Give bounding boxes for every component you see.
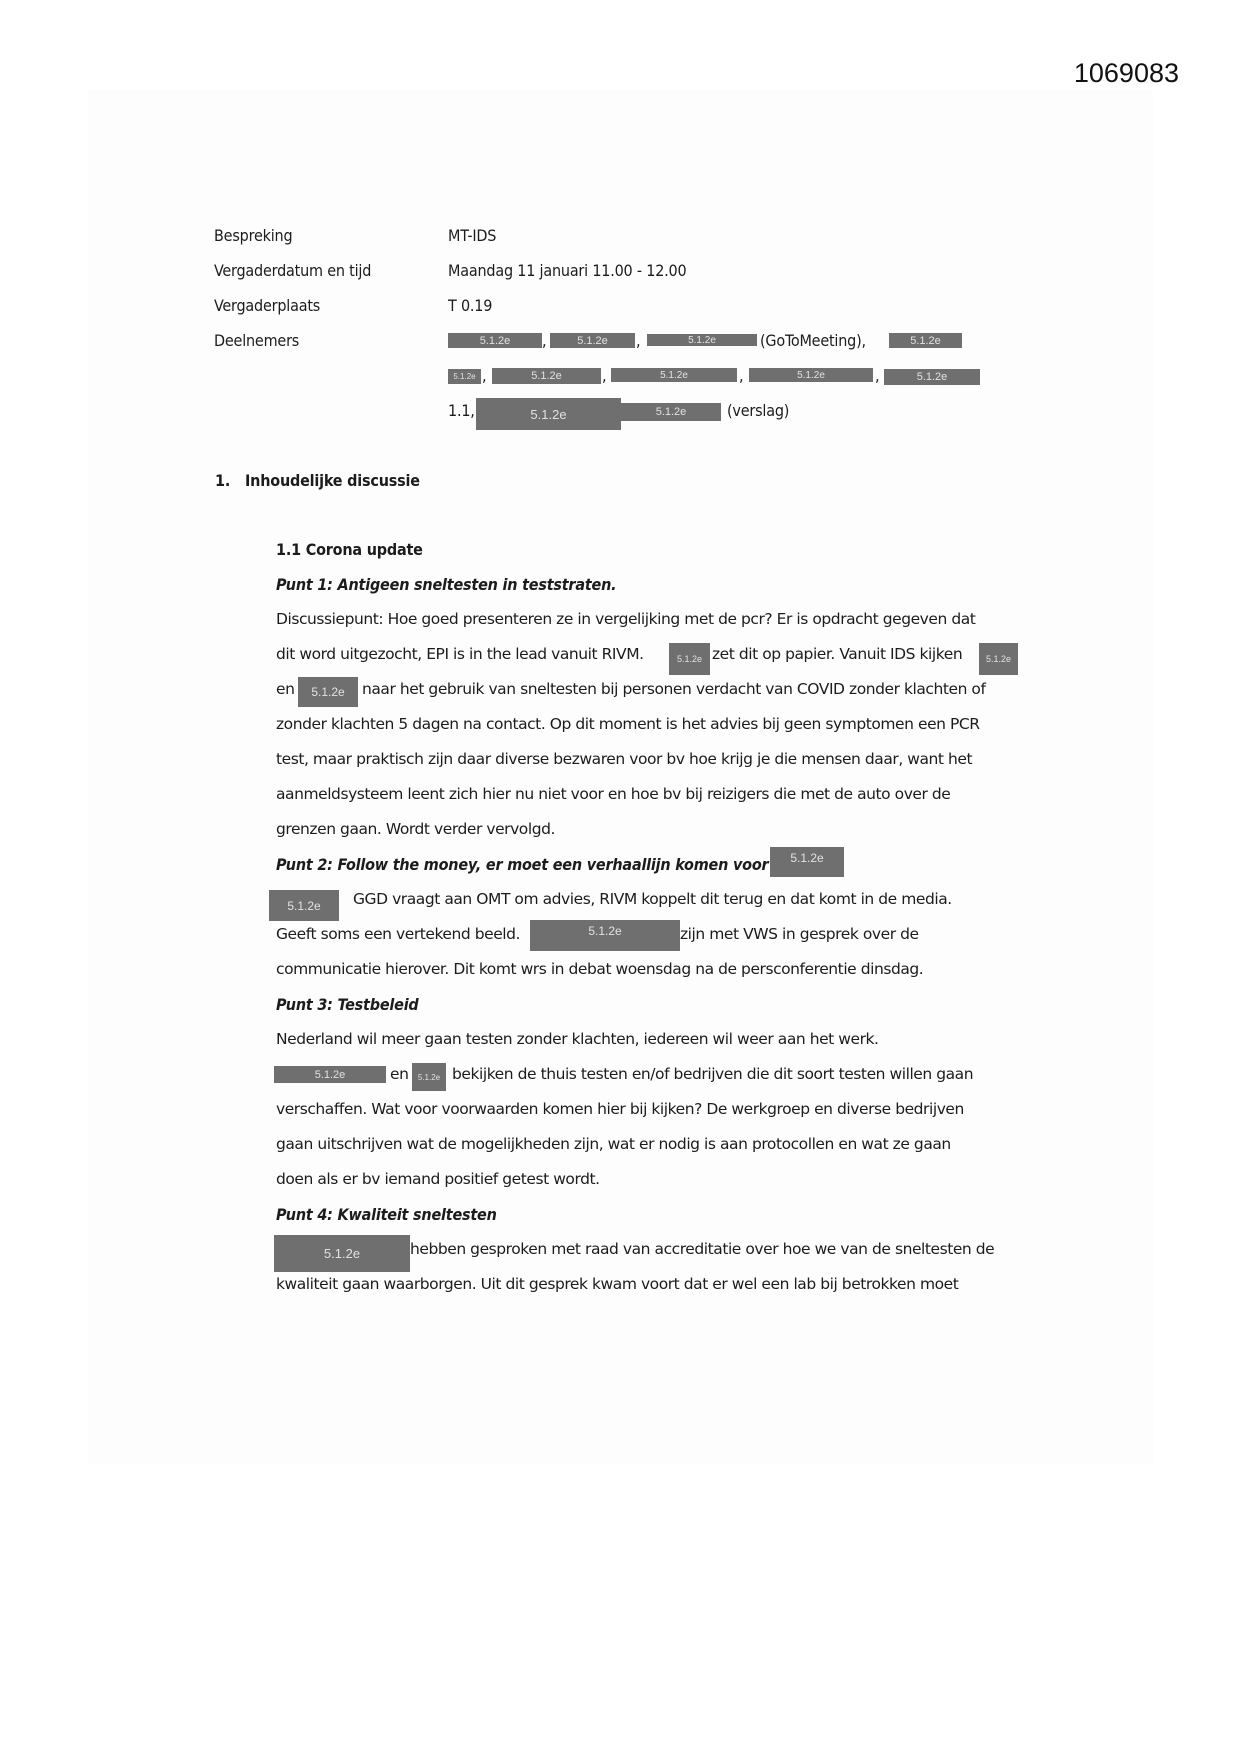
separator-comma: , — [875, 366, 880, 385]
text-line: zet dit op papier. Vanuit IDS kijken — [712, 645, 963, 663]
redaction-box: 5.1.2e — [979, 643, 1018, 675]
meta-label-datum: Vergaderdatum en tijd — [214, 261, 372, 280]
redaction-box: 5.1.2e — [448, 369, 481, 384]
meta-value-plaats: T 0.19 — [448, 296, 493, 315]
redaction-box: 5.1.2e — [492, 368, 601, 384]
redaction-box: 5.1.2e — [530, 920, 680, 951]
punt4-heading: Punt 4: Kwaliteit sneltesten — [276, 1205, 497, 1224]
redaction-box: 5.1.2e — [412, 1063, 446, 1091]
text-line: Nederland wil meer gaan testen zonder klachten, iedereen wil weer aan het werk. — [276, 1030, 879, 1048]
redaction-box: 5.1.2e — [889, 333, 962, 348]
redaction-box: 5.1.2e — [448, 333, 542, 348]
section-number: 1. — [215, 471, 231, 490]
redaction-box: 5.1.2e — [274, 1235, 410, 1272]
text-line: test, maar praktisch zijn daar diverse bezwaren voor bv hoe krijg je die mensen daar, want het — [276, 750, 973, 768]
redaction-box: 5.1.2e — [274, 1066, 386, 1083]
redaction-box: 5.1.2e — [550, 333, 635, 348]
text-line: naar het gebruik van sneltesten bij personen verdacht van COVID zonder klachten of — [362, 680, 986, 698]
punt1-heading: Punt 1: Antigeen sneltesten in teststraten. — [276, 575, 617, 594]
separator-comma: , — [542, 331, 547, 350]
text-line: Geeft soms een vertekend beeld. — [276, 925, 521, 943]
text-line: zijn met VWS in gesprek over de — [680, 925, 919, 943]
redaction-box: 5.1.2e — [647, 334, 757, 346]
redaction-box: 5.1.2e — [611, 368, 737, 382]
redaction-box: 5.1.2e — [476, 398, 621, 430]
separator-comma: , — [636, 331, 641, 350]
participant-note: (GoToMeeting), — [760, 331, 866, 350]
redaction-box: 5.1.2e — [269, 890, 339, 921]
text-line: bekijken de thuis testen en/of bedrijven die dit soort testen willen gaan — [452, 1065, 974, 1083]
meta-label-plaats: Vergaderplaats — [214, 296, 321, 315]
text-line: verschaffen. Wat voor voorwaarden komen hier bij kijken? De werkgroep en diverse bedrijven — [276, 1100, 964, 1118]
punt2-heading: Punt 2: Follow the money, er moet een verhaallijn komen voor — [276, 855, 769, 874]
punt3-heading: Punt 3: Testbeleid — [276, 995, 419, 1014]
meta-label-deelnemers: Deelnemers — [214, 331, 300, 350]
redaction-box: 5.1.2e — [621, 403, 721, 421]
text-line: communicatie hierover. Dit komt wrs in debat woensdag na de persconferentie dinsdag. — [276, 960, 924, 978]
separator-comma: , — [602, 366, 607, 385]
subsection-title: 1.1 Corona update — [276, 540, 423, 559]
text-line: aanmeldsysteem leent zich hier nu niet voor en hoe bv bij reizigers die met de auto over de — [276, 785, 951, 803]
section-title: Inhoudelijke discussie — [245, 471, 420, 490]
text-line: grenzen gaan. Wordt verder vervolgd. — [276, 820, 555, 838]
meta-value-bespreking: MT-IDS — [448, 226, 497, 245]
separator-comma: , — [482, 366, 487, 385]
redaction-box: 5.1.2e — [749, 368, 873, 382]
text-line: gaan uitschrijven wat de mogelijkheden zijn, wat er nodig is aan protocollen en wat ze gaan — [276, 1135, 951, 1153]
document-id: 1069083 — [1073, 58, 1179, 88]
text-line: kwaliteit gaan waarborgen. Uit dit gesprek kwam voort dat er wel een lab bij betrokken moet — [276, 1275, 959, 1293]
text-line: zonder klachten 5 dagen na contact. Op dit moment is het advies bij geen symptomen een PCR — [276, 715, 980, 733]
participant-prefix: 1.1, — [448, 401, 475, 420]
text-line: en — [276, 680, 295, 698]
meta-label-bespreking: Bespreking — [214, 226, 293, 245]
redaction-box: 5.1.2e — [770, 847, 844, 877]
redaction-box: 5.1.2e — [669, 643, 710, 675]
text-line: hebben gesproken met raad van accreditatie over hoe we van de sneltesten de — [410, 1240, 995, 1258]
text-line: dit word uitgezocht, EPI is in the lead vanuit RIVM. — [276, 645, 644, 663]
redaction-box: 5.1.2e — [298, 677, 358, 707]
text-line: en — [390, 1065, 409, 1083]
text-line: doen als er bv iemand positief getest wordt. — [276, 1170, 600, 1188]
participant-suffix: (verslag) — [727, 401, 790, 420]
meta-value-datum: Maandag 11 januari 11.00 - 12.00 — [448, 261, 687, 280]
text-line: Discussiepunt: Hoe goed presenteren ze in vergelijking met de pcr? Er is opdracht gegeven dat — [276, 610, 976, 628]
text-line: GGD vraagt aan OMT om advies, RIVM koppelt dit terug en dat komt in de media. — [353, 890, 952, 908]
redaction-box: 5.1.2e — [884, 369, 980, 385]
separator-comma: , — [739, 366, 744, 385]
